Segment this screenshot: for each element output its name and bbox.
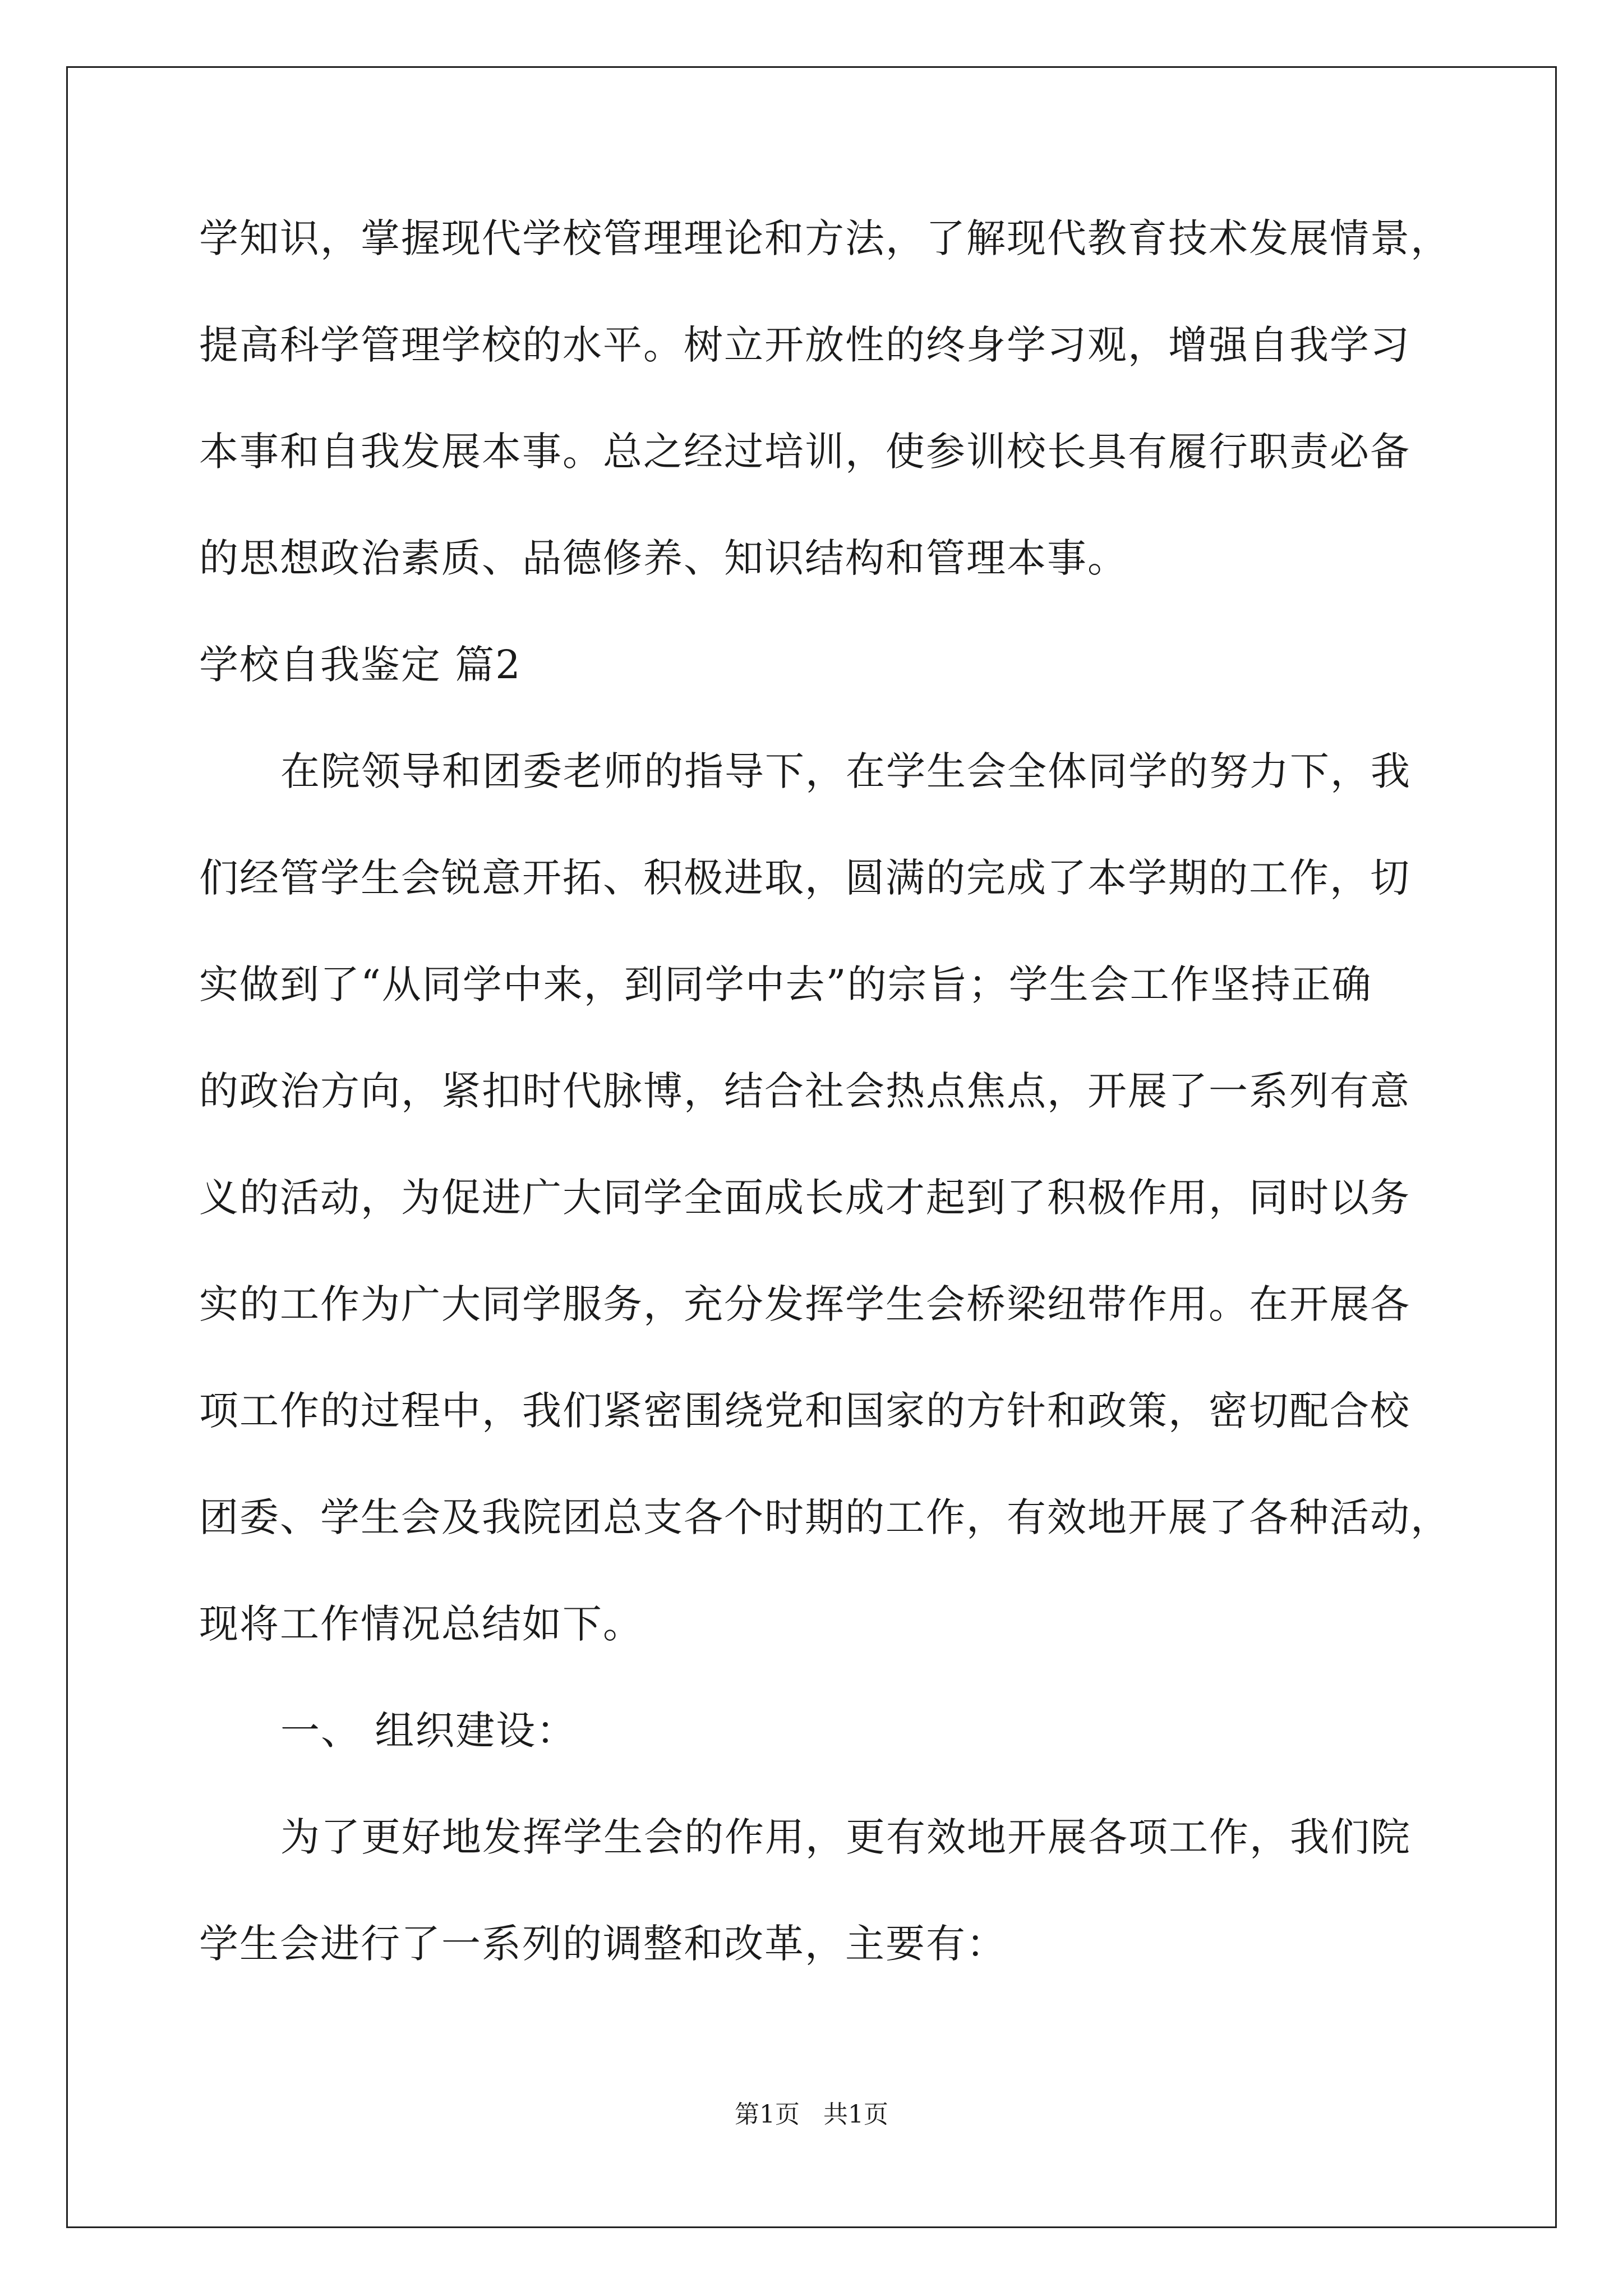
- paragraph-line: 提高科学管理学校的水平。树立开放性的终身学习观，增强自我学习: [199, 322, 1410, 368]
- paragraph-line: 实做到了“从同学中来，到同学中去”的宗旨；学生会工作坚持正确: [199, 961, 1372, 1007]
- paragraph-line: 学知识，掌握现代学校管理理论和方法，了解现代教育技术发展情景，: [199, 215, 1451, 261]
- paragraph-line: 为了更好地发挥学生会的作用，更有效地开展各项工作，我们院: [280, 1814, 1411, 1860]
- paragraph-line: 实的工作为广大同学服务，充分发挥学生会桥梁纽带作用。在开展各: [199, 1281, 1410, 1327]
- section-heading: 学校自我鉴定 篇2: [199, 642, 522, 688]
- paragraph-line: 项工作的过程中，我们紧密围绕党和国家的方针和政策，密切配合校: [199, 1388, 1410, 1434]
- paragraph-line: 在院领导和团委老师的指导下，在学生会全体同学的努力下，我: [280, 748, 1411, 794]
- paragraph-line: 现将工作情况总结如下。: [199, 1601, 643, 1647]
- subheading: 一、 组织建设：: [280, 1708, 577, 1754]
- paragraph-line: 的政治方向，紧扣时代脉博，结合社会热点焦点，开展了一系列有意: [199, 1068, 1410, 1114]
- paragraph-line: 义的活动，为促进广大同学全面成长成才起到了积极作用，同时以务: [199, 1175, 1410, 1221]
- paragraph-line: 的思想政治素质、品德修养、知识结构和管理本事。: [199, 535, 1128, 581]
- paragraph-line: 团委、学生会及我院团总支各个时期的工作，有效地开展了各种活动，: [199, 1494, 1451, 1540]
- paragraph-line: 们经管学生会锐意开拓、积极进取，圆满的完成了本学期的工作，切: [199, 855, 1410, 901]
- page-border: [66, 66, 1557, 2228]
- page-footer: 第1页 共1页: [735, 2100, 888, 2129]
- paragraph-line: 本事和自我发展本事。总之经过培训，使参训校长具有履行职责必备: [199, 429, 1410, 475]
- paragraph-line: 学生会进行了一系列的调整和改革，主要有：: [199, 1921, 1007, 1967]
